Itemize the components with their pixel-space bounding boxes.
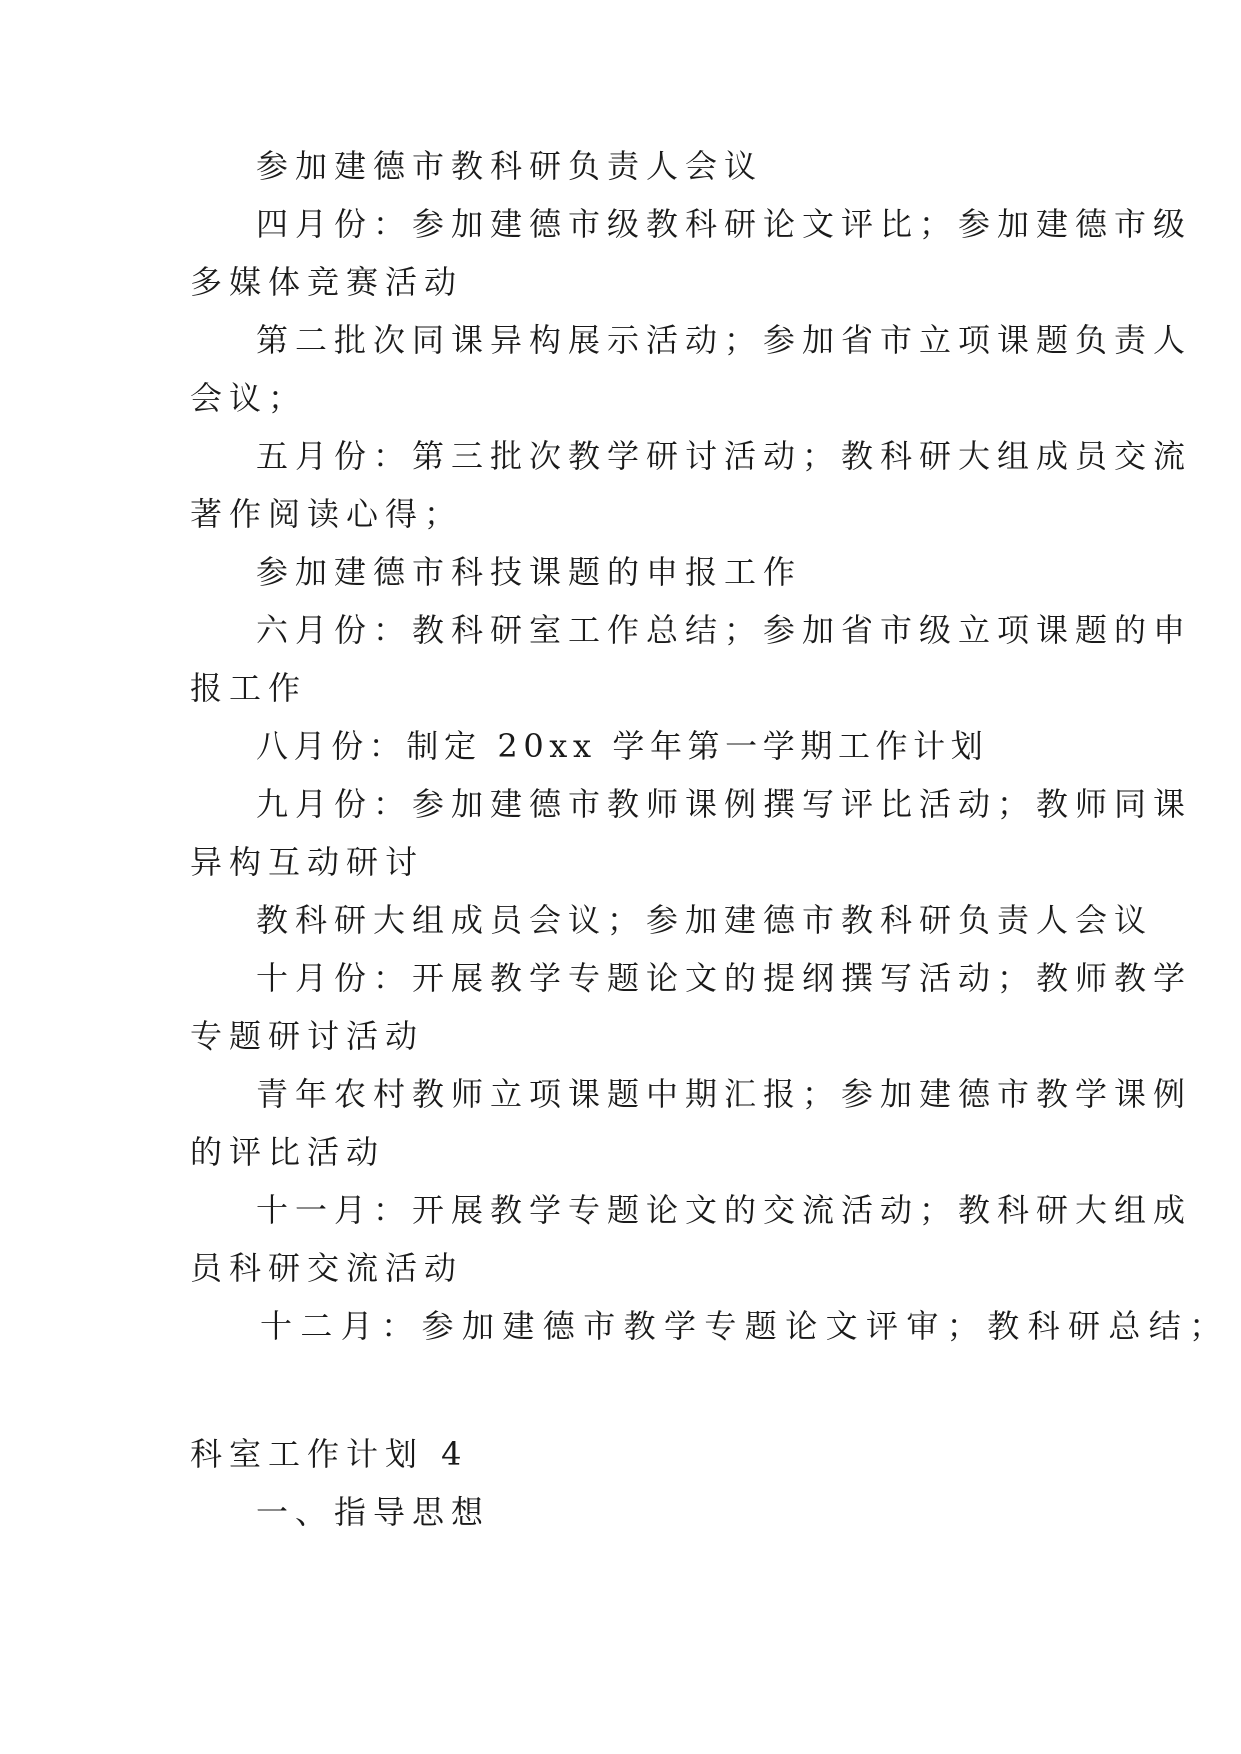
paragraph-line: 第二批次同课异构展示活动；参加省市立项课题负责人 bbox=[256, 321, 1193, 359]
paragraph-line: 参加建德市教科研负责人会议 bbox=[256, 147, 764, 185]
paragraph-line: 青年农村教师立项课题中期汇报；参加建德市教学课例 bbox=[256, 1075, 1193, 1113]
paragraph-line: 教科研大组成员会议；参加建德市教科研负责人会议 bbox=[256, 901, 1154, 939]
paragraph-line: 专题研讨活动 bbox=[190, 1017, 425, 1055]
paragraph-line: 报工作 bbox=[190, 669, 308, 707]
paragraph-line: 员科研交流活动 bbox=[190, 1249, 464, 1287]
subsection-heading: 一、指导思想 bbox=[256, 1493, 491, 1531]
paragraph-line: 四月份：参加建德市级教科研论文评比；参加建德市级 bbox=[256, 205, 1193, 243]
paragraph-line: 异构互动研讨 bbox=[190, 843, 425, 881]
paragraph-line: 九月份：参加建德市教师课例撰写评比活动；教师同课 bbox=[256, 785, 1193, 823]
paragraph-line: 五月份：第三批次教学研讨活动；教科研大组成员交流 bbox=[256, 437, 1193, 475]
paragraph-line: 多媒体竞赛活动 bbox=[190, 263, 464, 301]
paragraph-line: 参加建德市科技课题的申报工作 bbox=[256, 553, 803, 591]
section-heading: 科室工作计划 4 bbox=[190, 1435, 469, 1473]
paragraph-line: 会议； bbox=[190, 379, 308, 417]
paragraph-line: 八月份：制定 20xx 学年第一学期工作计划 bbox=[256, 727, 989, 765]
paragraph-line: 六月份：教科研室工作总结；参加省市级立项课题的申 bbox=[256, 611, 1193, 649]
paragraph-line: 十一月：开展教学专题论文的交流活动；教科研大组成 bbox=[256, 1191, 1193, 1229]
paragraph-line: 著作阅读心得； bbox=[190, 495, 464, 533]
paragraph-line: 十月份：开展教学专题论文的提纲撰写活动；教师教学 bbox=[256, 959, 1193, 997]
paragraph-line: 的评比活动 bbox=[190, 1133, 386, 1171]
paragraph-line: 十二月：参加建德市教学专题论文评审；教科研总结； bbox=[260, 1307, 1230, 1345]
